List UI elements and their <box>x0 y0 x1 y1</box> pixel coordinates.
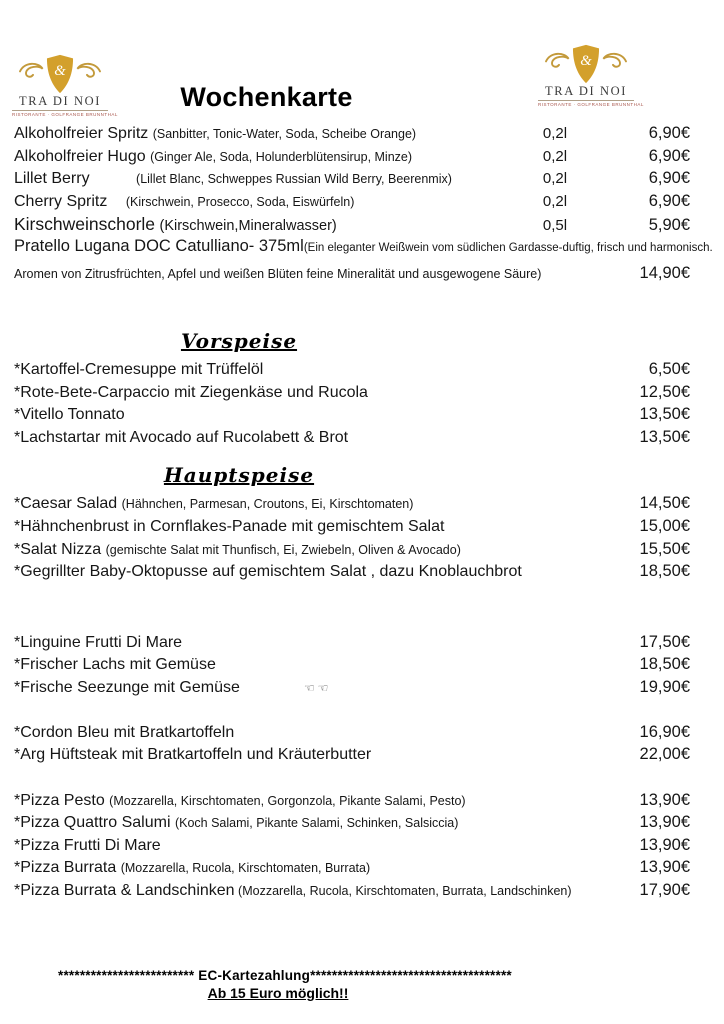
menu-row <box>14 124 690 147</box>
menu-row <box>14 836 690 859</box>
item-price: 13,50€ <box>639 427 690 446</box>
item-price: 6,90€ <box>648 124 690 142</box>
menu-row <box>14 214 690 237</box>
menu-row <box>14 405 690 428</box>
ec-card-label: EC-Kartezahlung <box>194 967 311 983</box>
item-name: Pratello Lugana DOC Catulliano- 375ml <box>14 236 304 255</box>
item-price: 6,90€ <box>648 146 690 165</box>
logo-tagline: RISTORANTE · GOLFRANGE BRUNNTHAL <box>538 102 644 107</box>
pizza-group <box>14 791 690 904</box>
menu-row <box>14 791 690 814</box>
menu-row <box>14 147 690 170</box>
item-size: 0,2l <box>542 147 568 165</box>
item-price: 13,90€ <box>639 835 690 854</box>
item-size: 0,5l <box>542 217 568 235</box>
item-name: *Pizza Pesto <box>14 791 105 809</box>
crest-shield-icon <box>540 44 632 84</box>
item-description: (Ginger Ale, Soda, Holunderblütensirup, Minze) <box>150 149 413 164</box>
item-size: 0,2l <box>542 192 568 210</box>
item-name: *Vitello Tonnato <box>14 406 125 424</box>
item-name: *Arg Hüftsteak mit Bratkartoffeln und Kräuterbutter <box>14 746 372 764</box>
item-size: 0,2l <box>542 170 568 188</box>
menu-row <box>14 540 690 563</box>
item-price: 13,90€ <box>639 813 690 832</box>
item-description: (Kirschwein, Prosecco, Soda, Eiswürfeln) <box>125 194 355 209</box>
item-name: Cherry Spritz <box>14 192 108 210</box>
menu-row <box>14 169 690 192</box>
mains-section <box>14 463 690 584</box>
item-description: (Kirschwein,Mineralwasser) <box>159 218 337 235</box>
section-heading-hauptspeise: Hauptspeise <box>163 463 315 488</box>
meat-group <box>14 723 690 768</box>
wine-special <box>14 236 713 287</box>
item-price: 16,90€ <box>639 722 690 741</box>
item-price: 22,00€ <box>639 745 690 764</box>
item-name: *Linguine Frutti Di Mare <box>14 633 183 651</box>
starters-section <box>14 329 690 450</box>
item-name: *Caesar Salad <box>14 495 118 513</box>
item-name: Lillet Berry <box>14 170 90 188</box>
item-price: 12,50€ <box>639 382 690 401</box>
section-heading-vorspeise: Vorspeise <box>180 328 298 353</box>
ampersand-glyph: & <box>54 62 66 79</box>
item-description: (Mozzarella, Rucola, Kirschtomaten, Burrata) <box>120 861 371 876</box>
item-name: *Rote-Bete-Carpaccio mit Ziegenkäse und Rucola <box>14 383 368 401</box>
item-description: (Hähnchen, Parmesan, Croutons, Ei, Kirschtomaten) <box>121 497 414 512</box>
item-description: (Sanbitter, Tonic-Water, Soda, Scheibe Orange) <box>152 127 417 141</box>
page-title: Wochenkarte <box>180 82 353 112</box>
ec-card-payment-line <box>58 968 690 983</box>
item-name: Kirschweinschorle <box>14 214 156 235</box>
item-name: *Lachstartar mit Avocado auf Rucolabett & Brot <box>14 428 349 446</box>
item-name: *Frische Seezunge mit Gemüse <box>14 678 240 696</box>
logo-wordmark: TRA DI NOI <box>538 84 634 101</box>
item-price: 15,00€ <box>639 516 690 535</box>
menu-row <box>14 192 690 215</box>
item-price: 6,90€ <box>648 169 690 188</box>
item-price: 14,90€ <box>639 263 690 282</box>
item-name: *Salat Nizza <box>14 540 102 558</box>
item-size: 0,2l <box>542 125 568 142</box>
item-description: (Mozzarella, Kirschtomaten, Gorgonzola, Pikante Salami, Pesto) <box>109 793 466 808</box>
menu-row <box>14 655 690 678</box>
item-description: (Mozzarella, Rucola, Kirschtomaten, Burrata, Landschinken) <box>234 884 572 899</box>
menu-row <box>14 813 690 836</box>
item-name: *Cordon Bleu mit Bratkartoffeln <box>14 723 235 741</box>
item-name: *Hähnchenbrust in Cornflakes-Panade mit gemischtem Salat <box>14 517 445 535</box>
item-description: (gemischte Salat mit Thunfisch, Ei, Zwiebeln, Oliven & Avocado) <box>105 542 461 557</box>
menu-row <box>14 678 690 701</box>
menu-row <box>14 360 690 383</box>
item-price: 17,90€ <box>639 881 690 900</box>
menu-row <box>14 517 690 540</box>
item-name: *Frischer Lachs mit Gemüse <box>14 656 216 674</box>
item-name: *Gegrillter Baby-Oktopusse auf gemischtem Salat , dazu Knoblauchbrot <box>14 563 522 581</box>
footer-note <box>14 968 690 1001</box>
item-name: *Pizza Burrata & Landschinken <box>14 882 235 900</box>
item-price: 18,50€ <box>639 655 690 674</box>
item-price: 14,50€ <box>639 494 690 513</box>
page-header <box>0 0 724 124</box>
stars-right: ************************************* <box>310 967 512 983</box>
drinks-section <box>14 124 690 237</box>
item-price: 18,50€ <box>639 562 690 581</box>
item-description: (Koch Salami, Pikante Salami, Schinken, Salsiccia) <box>174 816 459 831</box>
menu-row <box>14 745 690 768</box>
item-description: (Ein eleganter Weißwein vom südlichen Gardasse-duftig, frisch und harmonisch. <box>303 241 713 254</box>
menu-row <box>14 633 690 656</box>
minimum-amount-note: Ab 15 Euro möglich!! <box>207 984 349 1001</box>
item-name: *Pizza Frutti Di Mare <box>14 836 161 854</box>
item-price: 13,90€ <box>639 858 690 877</box>
logo-wordmark: TRA DI NOI <box>12 94 108 111</box>
menu-row <box>14 428 690 451</box>
wine-title-line <box>14 236 713 264</box>
ampersand-glyph: & <box>580 52 592 69</box>
item-price: 19,90€ <box>639 677 690 696</box>
item-price: 6,90€ <box>648 191 690 210</box>
item-price: 13,90€ <box>639 790 690 809</box>
item-description: Aromen von Zitrusfrüchten, Apfel und weißen Blüten feine Mineralität und ausgewogene Säure) <box>14 266 542 281</box>
item-name: Alkoholfreier Spritz <box>14 125 149 142</box>
menu-row <box>14 562 690 585</box>
item-price: 6,50€ <box>648 359 690 378</box>
wine-detail-line <box>14 264 690 287</box>
stars-left: ************************* <box>58 967 195 983</box>
menu-row <box>14 494 690 517</box>
item-name: *Pizza Quattro Salumi <box>14 814 171 832</box>
menu-row <box>14 881 690 904</box>
logo-tagline: RISTORANTE · GOLFRANGE BRUNNTHAL <box>12 112 118 117</box>
pointing-hands-icon: ☜☜ <box>303 680 332 695</box>
item-price: 5,90€ <box>648 216 690 235</box>
menu-row <box>14 858 690 881</box>
menu-content <box>0 124 724 1001</box>
item-description: (Lillet Blanc, Schweppes Russian Wild Berry, Beerenmix) <box>136 172 452 187</box>
fish-pasta-group <box>14 633 690 701</box>
menu-row <box>14 723 690 746</box>
item-name: *Pizza Burrata <box>14 859 117 877</box>
menu-row <box>14 383 690 406</box>
item-price: 13,50€ <box>639 405 690 424</box>
item-name: Alkoholfreier Hugo <box>14 147 146 165</box>
item-name: *Kartoffel-Cremesuppe mit Trüffelöl <box>14 360 264 378</box>
item-price: 15,50€ <box>639 539 690 558</box>
restaurant-logo-right <box>538 44 644 107</box>
item-price: 17,50€ <box>639 632 690 651</box>
